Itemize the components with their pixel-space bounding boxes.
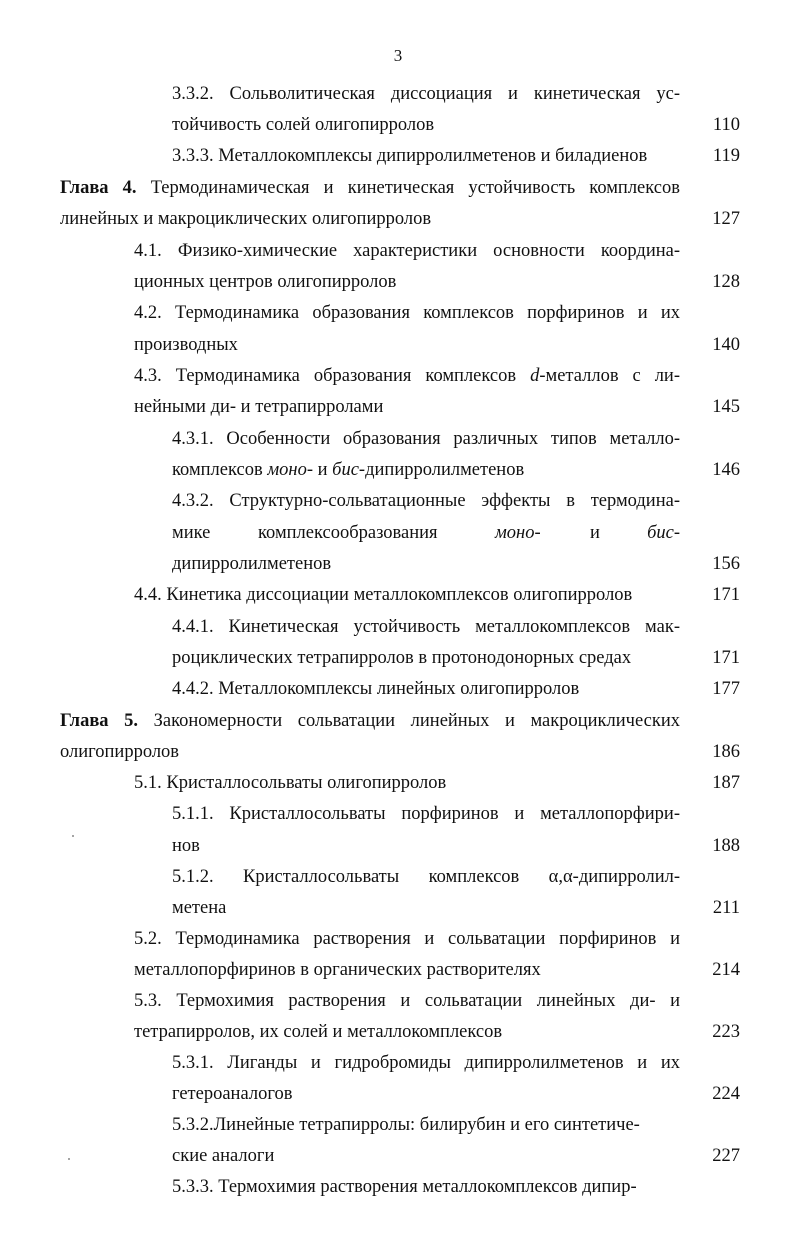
toc-line: 5.3.2.Линейные тетрапирролы: билирубин и его синтетиче- [172,1115,640,1135]
toc-line: 4.4.1. Кинетическая устойчивость металлокомплексов мак- [172,617,680,637]
toc-line [134,364,680,388]
toc-word: комплексообразования [258,523,438,543]
toc-page-number: 146 [712,460,740,480]
toc-line: 5.3.1. Лиганды и гидробромиды дипирролилметенов и их [172,1053,680,1073]
toc-page-number: 224 [712,1084,740,1104]
toc-page-number: 171 [712,585,740,605]
toc-italic-text: моно- [267,460,314,480]
toc-page-number: 119 [712,146,740,166]
toc-page-number: 223 [712,1022,740,1042]
toc-page-number: 227 [712,1146,740,1166]
toc-line: нейными ди- и тетрапирролами [134,397,384,417]
toc-line: нов [172,836,200,856]
toc-word: мике [172,523,211,543]
toc-page-number: 140 [712,335,740,355]
toc-page-number: 186 [712,742,740,762]
toc-line: тетрапирролов, их солей и металлокомплексов [134,1022,503,1042]
toc-text: 4.3. Термодинамика образования комплексов [134,366,531,386]
toc-page-number: 127 [712,209,740,229]
toc-line: 5.1.1. Кристаллосольваты порфиринов и металлопорфири- [172,804,680,824]
chapter-title: Закономерности сольватации линейных и макроциклических [138,711,680,731]
toc-italic-text: бис- [332,460,366,480]
toc-line: 5.3.3. Термохимия растворения металлокомплексов дипир- [172,1177,637,1197]
toc-line: ционных центров олигопирролов [134,272,397,292]
toc-page-number: 156 [712,554,740,574]
toc-line: линейных и макроциклических олигопирролов [60,209,432,229]
toc-line: 4.4. Кинетика диссоциации металлокомплексов олигопирролов [134,585,633,605]
scan-speck [72,835,74,837]
toc-text: дипирролилметенов [365,460,525,480]
toc-italic-word: моно- [495,523,541,543]
toc-page-number: 145 [712,397,740,417]
toc-line: 4.2. Термодинамика образования комплексов порфиринов и их [134,303,680,323]
toc-text: -металлов с ли- [539,366,680,386]
chapter-label: Глава 5. [60,711,139,731]
chapter-title: Термодинамическая и кинетическая устойчивость комплексов [136,178,680,198]
page-number: 3 [393,46,403,65]
toc-page-number: 187 [712,773,740,793]
toc-line: 4.4.2. Металлокомплексы линейных олигопирролов [172,679,580,699]
toc-line: гетероаналогов [172,1084,293,1104]
toc-line: олигопирролов [60,742,180,762]
toc-line: 5.3. Термохимия растворения и сольватации линейных ди- и [134,991,680,1011]
toc-line: производных [134,335,238,355]
toc-line: 5.2. Термодинамика растворения и сольватации порфиринов и [134,929,680,949]
toc-line: 4.3.1. Особенности образования различных типов металло- [172,429,680,449]
toc-page-number: 110 [712,115,740,135]
toc-page-number: 171 [712,648,740,668]
toc-line: тойчивость солей олигопирролов [172,115,435,135]
toc-line [172,521,680,545]
toc-page-number: 177 [712,679,740,699]
toc-line: ские аналоги [172,1146,275,1166]
toc-page-number: 211 [712,898,740,918]
toc-line [172,458,524,482]
toc-line: 3.3.2. Сольволитическая диссоциация и кинетическая ус- [172,84,680,104]
toc-line: роциклических тетрапирролов в протонодонорных средах [172,648,632,668]
scan-speck [68,1158,70,1160]
toc-text: комплексов [172,460,268,480]
toc-line: 5.1. Кристаллосольваты олигопирролов [134,773,447,793]
chapter-label: Глава 4. [60,178,137,198]
toc-line: дипирролилметенов [172,554,332,574]
toc-page-number: 214 [712,960,740,980]
toc-line: метена [172,898,227,918]
toc-page-number: 188 [712,836,740,856]
toc-line: 4.1. Физико-химические характеристики основности координа- [134,241,680,261]
toc-line: металлопорфиринов в органических растворителях [134,960,541,980]
toc-word: и [590,523,600,543]
toc-italic-word: бис- [647,523,680,543]
toc-line [60,709,680,733]
toc-page-number: 128 [712,272,740,292]
toc-line: 5.1.2. Кристаллосольваты комплексов α,α-дипирролил- [172,867,680,887]
toc-line [60,176,680,200]
toc-line: 3.3.3. Металлокомплексы дипирролилметенов и биладиенов [172,146,648,166]
toc-line: 4.3.2. Структурно-сольватационные эффекты в термодина- [172,491,680,511]
toc-italic-text: d [530,366,540,386]
toc-text: и [313,460,333,480]
